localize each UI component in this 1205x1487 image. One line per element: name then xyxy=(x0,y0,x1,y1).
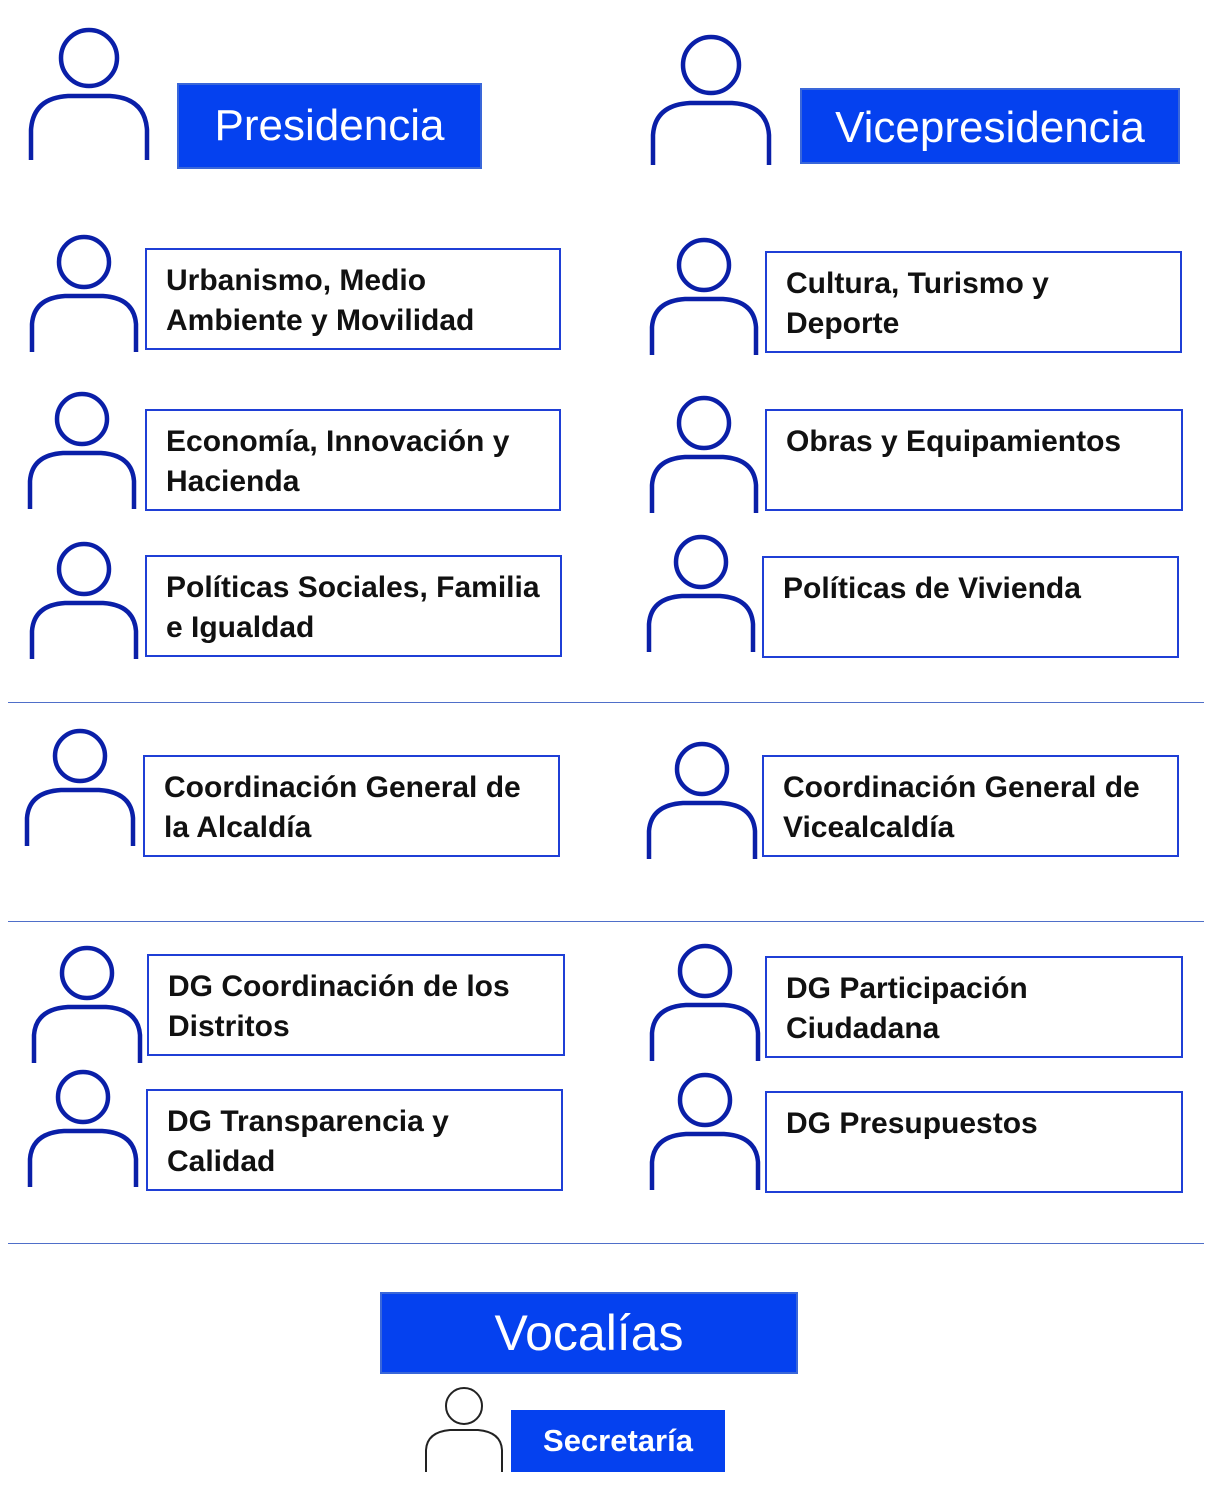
directorate-label: DG Presupuestos xyxy=(786,1107,1038,1140)
area-label: Políticas Sociales, Familia e Igualdad xyxy=(166,571,540,644)
directorate-box-participacion xyxy=(765,956,1183,1058)
person-icon xyxy=(424,1386,504,1472)
area-label: Políticas de Vivienda xyxy=(783,572,1081,605)
person-icon xyxy=(28,1070,138,1187)
area-label: Obras y Equipamientos xyxy=(786,425,1122,458)
secretaria-label: Secretaría xyxy=(543,1423,693,1458)
coordination-box-alcaldia xyxy=(143,755,560,857)
divider xyxy=(8,921,1204,922)
person-icon xyxy=(647,742,757,859)
person-icon xyxy=(647,536,755,652)
directorate-label: DG Coordinación de los Distritos xyxy=(168,970,510,1043)
coordination-box-vicealcaldia xyxy=(762,755,1179,857)
presidencia-label: Presidencia xyxy=(214,101,445,150)
person-icon xyxy=(30,236,138,352)
person-icon xyxy=(650,397,758,513)
directorate-box-distritos xyxy=(147,954,565,1056)
vicepresidencia-header xyxy=(800,88,1180,164)
directorate-box-presupuestos xyxy=(765,1091,1183,1193)
person-icon xyxy=(30,543,138,659)
area-box-politicas-sociales xyxy=(145,555,562,657)
vicepresidencia-label: Vicepresidencia xyxy=(835,103,1145,152)
area-box-economia xyxy=(145,409,561,511)
vocalias-header xyxy=(380,1292,798,1374)
directorate-box-transparencia xyxy=(146,1089,563,1191)
coordination-label: Coordinación General de Vicealcaldía xyxy=(783,771,1140,844)
presidencia-header xyxy=(177,83,482,169)
area-box-cultura xyxy=(765,251,1182,353)
area-box-vivienda xyxy=(762,556,1179,658)
vocalias-label: Vocalías xyxy=(494,1305,684,1361)
coordination-label: Coordinación General de la Alcaldía xyxy=(164,771,521,844)
directorate-label: DG Participación Ciudadana xyxy=(786,972,1028,1045)
person-icon xyxy=(650,944,760,1061)
person-icon xyxy=(650,1073,760,1190)
person-icon xyxy=(28,28,150,160)
person-icon xyxy=(28,393,136,509)
person-icon xyxy=(25,729,135,846)
divider xyxy=(8,1243,1204,1244)
person-icon xyxy=(650,35,772,165)
person-icon xyxy=(32,946,142,1063)
area-box-obras xyxy=(765,409,1183,511)
directorate-label: DG Transparencia y Calidad xyxy=(167,1105,449,1178)
area-box-urbanismo xyxy=(145,248,561,350)
secretaria-badge xyxy=(511,1410,725,1472)
area-label: Cultura, Turismo y Deporte xyxy=(786,267,1049,340)
divider xyxy=(8,702,1204,703)
area-label: Economía, Innovación y Hacienda xyxy=(166,425,510,498)
person-icon xyxy=(650,239,758,355)
area-label: Urbanismo, Medio Ambiente y Movilidad xyxy=(166,264,475,337)
